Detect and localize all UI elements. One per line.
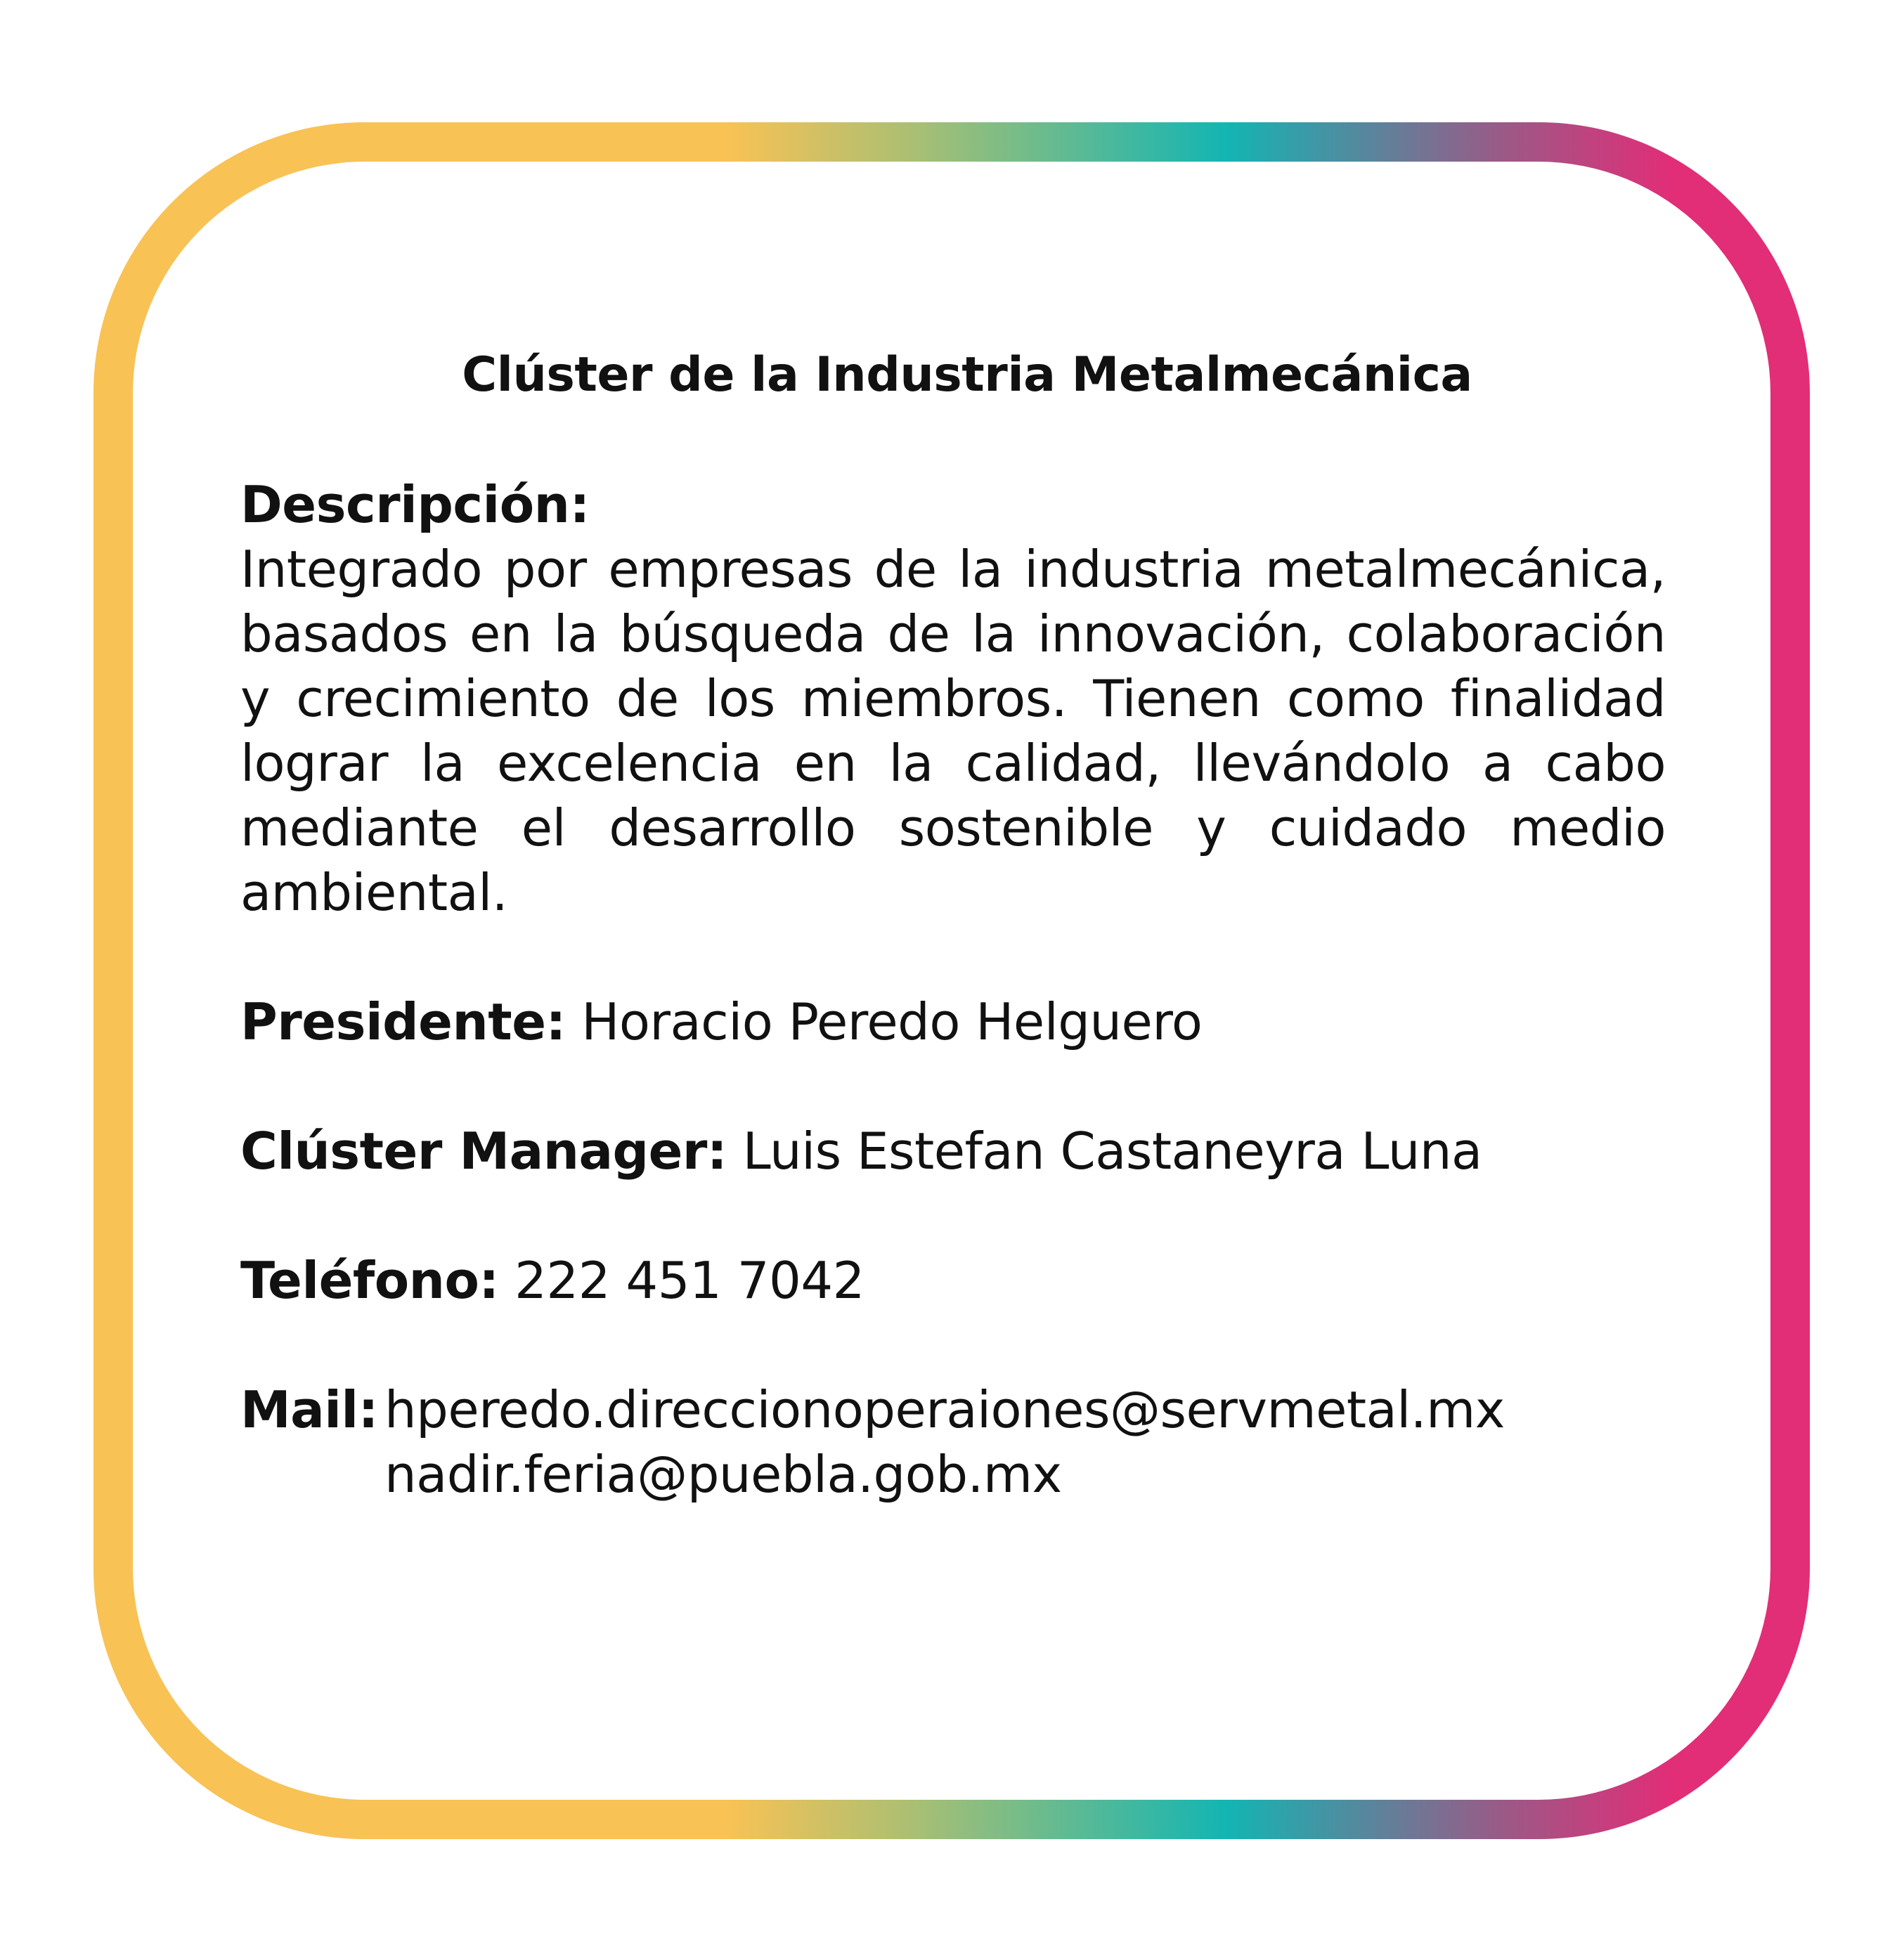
card-content (240, 343, 1666, 1507)
president-value: Horacio Peredo Helguero (565, 992, 1203, 1051)
phone-line (240, 1248, 1666, 1313)
card-title: Clúster de la Industria Metalmecánica (462, 347, 1472, 403)
mail-address-secondary[interactable]: nadir.feria@puebla.gob.mx (384, 1445, 1062, 1504)
phone-value: 222 451 7042 (498, 1251, 864, 1310)
mail-label: Mail: (240, 1380, 378, 1439)
president-label: Presidente: (240, 992, 566, 1051)
manager-line (240, 1119, 1666, 1183)
phone-label: Teléfono: (240, 1251, 499, 1310)
mail-line (240, 1377, 1666, 1507)
description-text: Integrado por empresas de la industria metalmecánica, basados en la búsqueda de la innovación, colaboración y crecimiento de los miembros. Tienen como finalidad lograr la excelencia en la calidad, llevándolo a cabo mediante el desarrollo sostenible y cuidado medio ambiental. (240, 540, 1666, 922)
president-line (240, 989, 1666, 1054)
manager-value: Luis Estefan Castaneyra Luna (727, 1122, 1482, 1181)
mail-address-primary[interactable]: hperedo.direccionoperaiones@servmetal.mx (384, 1380, 1505, 1439)
mail-list (384, 1377, 1505, 1507)
description-label: Descripción: (240, 475, 590, 534)
manager-label: Clúster Manager: (240, 1122, 727, 1181)
